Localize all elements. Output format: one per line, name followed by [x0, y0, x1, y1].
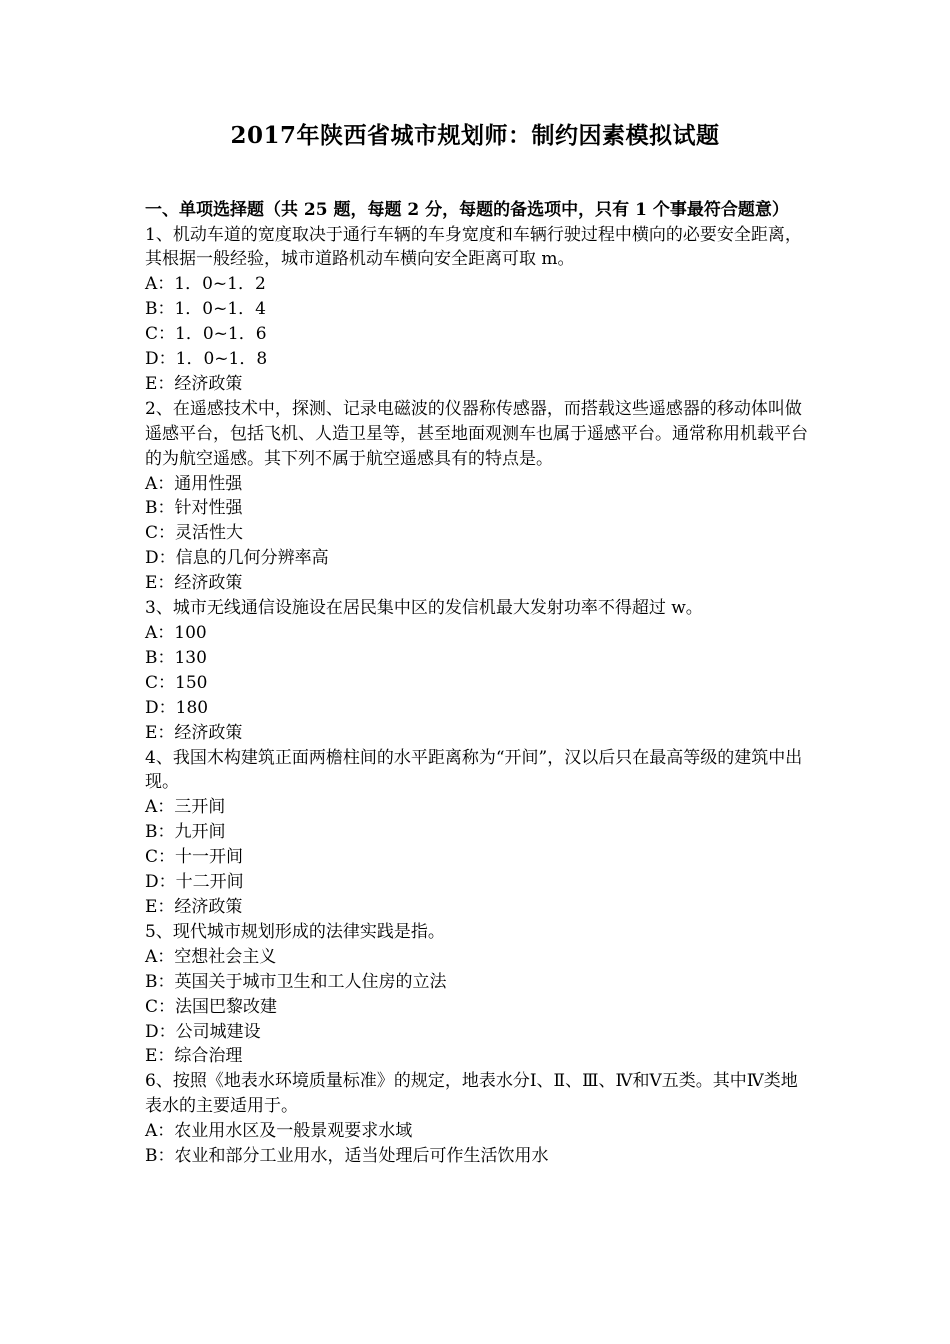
option-a: A：农业用水区及一般景观要求水域 [145, 1121, 413, 1142]
option-c: C：十一开间 [145, 847, 244, 868]
option-a: A：1．0~1．2 [145, 274, 266, 295]
option-d: D：1．0~1．8 [145, 349, 268, 370]
option-d: D：180 [145, 697, 209, 718]
question-4 [145, 746, 810, 920]
question-stem: 5、现代城市规划形成的法律实践是指。 [145, 921, 445, 942]
option-a: A：空想社会主义 [145, 946, 277, 967]
question-stem: 4、我国木构建筑正面两檐柱间的水平距离称为“开间”，汉以后只在最高等级的建筑中出现。 [145, 747, 803, 793]
question-stem: 6、按照《地表水环境质量标准》的规定，地表水分Ⅰ、Ⅱ、Ⅲ、Ⅳ和Ⅴ五类。其中Ⅳ类地表水的主要适用于。 [145, 1071, 798, 1117]
option-b: B：九开间 [145, 822, 226, 843]
option-a: A：通用性强 [145, 473, 243, 494]
option-e: E：经济政策 [145, 373, 243, 394]
option-e: E：经济政策 [145, 896, 243, 917]
option-b: B：针对性强 [145, 498, 243, 519]
question-stem: 3、城市无线通信设施设在居民集中区的发信机最大发射功率不得超过 w。 [145, 598, 703, 619]
option-b: B：农业和部分工业用水，适当处理后可作生活饮用水 [145, 1146, 549, 1167]
option-b: B：1．0~1．4 [145, 299, 267, 320]
document-title: 2017年陕西省城市规划师：制约因素模拟试题 [230, 122, 720, 149]
document-body [145, 198, 810, 1169]
section-heading: 一、单项选择题（共 25 题，每题 2 分，每题的备选项中，只有 1 个事最符合题意） [145, 200, 789, 220]
option-c: C：1．0~1．6 [145, 324, 267, 345]
option-e: E：经济政策 [145, 573, 243, 594]
option-e: E：综合治理 [145, 1046, 243, 1067]
option-b: B：130 [145, 647, 207, 668]
option-c: C：150 [145, 672, 208, 693]
option-a: A：100 [145, 623, 207, 643]
option-a: A：三开间 [145, 797, 226, 818]
option-d: D：公司城建设 [145, 1021, 261, 1042]
question-6 [145, 1069, 810, 1169]
question-2 [145, 397, 810, 596]
option-b: B：英国关于城市卫生和工人住房的立法 [145, 971, 447, 992]
question-5 [145, 920, 810, 1069]
question-stem: 2、在遥感技术中，探测、记录电磁波的仪器称传感器，而搭载这些遥感器的移动体叫做遥感平台，包括飞机、人造卫星等，甚至地面观测车也属于遥感平台。通常称用机载平台的为航空遥感。其下列不属于航空遥感具有的特点是。 [145, 398, 808, 469]
option-d: D：信息的几何分辨率高 [145, 548, 329, 569]
option-c: C：法国巴黎改建 [145, 996, 278, 1017]
option-c: C：灵活性大 [145, 523, 244, 544]
option-e: E：经济政策 [145, 722, 243, 743]
option-d: D：十二开间 [145, 872, 244, 893]
question-stem: 1、机动车道的宽度取决于通行车辆的车身宽度和车辆行驶过程中横向的必要安全距离，其根据一般经验，城市道路机动车横向安全距离可取 m。 [145, 224, 802, 270]
question-3 [145, 596, 810, 745]
question-1 [145, 223, 810, 397]
